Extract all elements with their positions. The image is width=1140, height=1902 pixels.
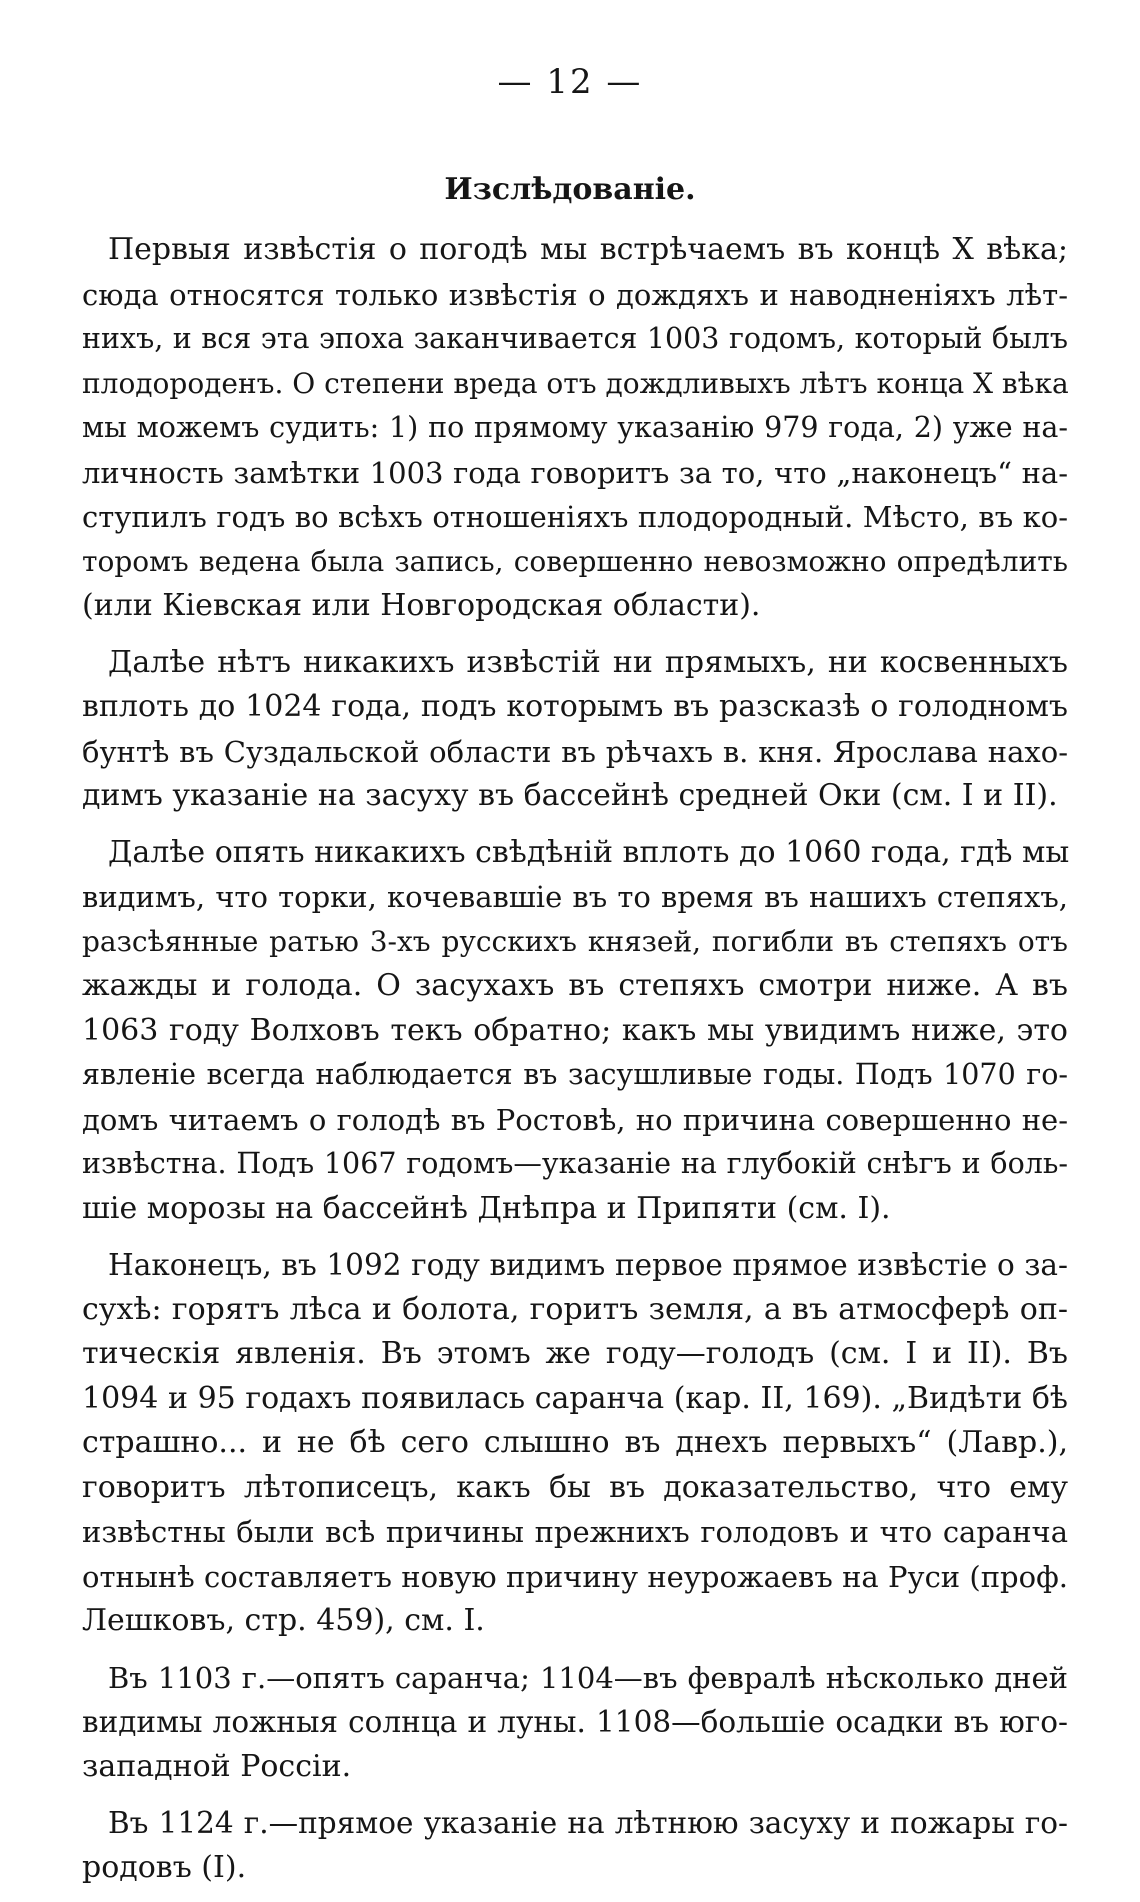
text-line: извѣстны были всѣ причины прежнихъ голодовъ и что саранча bbox=[82, 1515, 1068, 1549]
text-line: домъ читаемъ о голодѣ въ Ростовѣ, но причина совершенно не- bbox=[82, 1102, 1068, 1137]
text-line: нихъ, и вся эта эпоха заканчивается 1003 годомъ, который былъ bbox=[82, 322, 1068, 355]
text-line: Далѣе нѣтъ никакихъ извѣстій ни прямыхъ, ни косвенныхъ bbox=[108, 644, 1068, 680]
text-line: шіе морозы на бассейнѣ Днѣпра и Припяти (см. I). bbox=[82, 1190, 891, 1226]
text-line: Далѣе опять никакихъ свѣдѣній вплоть до 1060 года, гдѣ мы bbox=[108, 834, 1070, 870]
text-line: жажды и голода. О засухахъ въ степяхъ смотри ниже. А въ bbox=[82, 968, 1068, 1003]
text-line: бунтѣ въ Суздальской области въ рѣчахъ в. кня. Ярослава нахо- bbox=[82, 734, 1068, 769]
paragraph-2 bbox=[82, 641, 1068, 819]
text-line: Лешковъ, стр. 459), см. I. bbox=[82, 1603, 485, 1638]
text-line: личность замѣтки 1003 года говоритъ за то, что „наконецъ“ на- bbox=[82, 455, 1068, 490]
text-line: извѣстна. Подъ 1067 годомъ—указаніе на глубокій снѣгъ и боль- bbox=[82, 1147, 1068, 1180]
text-line: видимы ложныя солнца и луны. 1108—большіе осадки въ юго- bbox=[82, 1705, 1068, 1739]
text-line: тическія явленія. Въ этомъ же году—голодъ (см. I и II). Въ bbox=[82, 1336, 1068, 1371]
paragraph-4 bbox=[82, 1243, 1068, 1644]
text-line: сюда относятся только извѣстія о дождяхъ и наводненіяхъ лѣт- bbox=[82, 277, 1068, 312]
page-number: — 12 — bbox=[497, 62, 643, 102]
text-line: родовъ (I). bbox=[82, 1849, 247, 1885]
text-line: Въ 1124 г.—прямое указаніе на лѣтнюю засуху и пожары го- bbox=[108, 1806, 1068, 1840]
text-line: димъ указаніе на засуху въ бассейнѣ средней Оки (см. I и II). bbox=[82, 778, 1058, 813]
text-line: 1063 году Волховъ текъ обратно; какъ мы увидимъ ниже, это bbox=[82, 1012, 1068, 1048]
text-line: отнынѣ составляетъ новую причину неурожаевъ на Руси (проф. bbox=[82, 1559, 1068, 1594]
text-line: страшно... и не бѣ сего слышно въ днехъ первыхъ“ (Лавр.), bbox=[82, 1425, 1068, 1460]
text-line: явленіе всегда наблюдается въ засушливые годы. Подъ 1070 го- bbox=[82, 1058, 1068, 1091]
text-line: сухѣ: горятъ лѣса и болота, горитъ земля, а въ атмосферѣ оп- bbox=[82, 1291, 1068, 1327]
text-line: видимъ, что торки, кочевавшіе въ то время въ нашихъ степяхъ, bbox=[82, 880, 1068, 914]
text-line: говоритъ лѣтописецъ, какъ бы въ доказательство, что ему bbox=[82, 1469, 1068, 1505]
text-line: ступилъ годъ во всѣхъ отношеніяхъ плодородный. Мѣсто, въ ко- bbox=[82, 500, 1068, 534]
body-text bbox=[82, 228, 1068, 1902]
text-line: торомъ ведена была запись, совершенно невозможно опредѣлить bbox=[82, 544, 1068, 578]
text-line: (или Кіевская или Новгородская области). bbox=[82, 588, 761, 623]
text-line: разсѣянные ратью 3-хъ русскихъ князей, погибли въ степяхъ отъ bbox=[82, 924, 1068, 958]
paragraph-3 bbox=[82, 831, 1068, 1232]
text-line: западной Россіи. bbox=[82, 1748, 352, 1784]
paragraph-6 bbox=[82, 1801, 1068, 1890]
section-heading: Изслѣдованіе. bbox=[444, 172, 696, 207]
text-line: плодороденъ. О степени вреда отъ дождливыхъ лѣтъ конца X вѣка bbox=[82, 366, 1069, 400]
text-line: Первыя извѣстія о погодѣ мы встрѣчаемъ въ концѣ X вѣка; bbox=[108, 232, 1068, 267]
paragraph-1 bbox=[82, 228, 1068, 629]
text-line: вплоть до 1024 года, подъ которымъ въ разсказѣ о голодномъ bbox=[82, 689, 1068, 724]
text-line: мы можемъ судить: 1) по прямому указанію 979 года, 2) уже на- bbox=[82, 411, 1068, 444]
paragraph-5 bbox=[82, 1656, 1068, 1790]
text-line: Наконецъ, въ 1092 году видимъ первое прямое извѣстіе о за- bbox=[108, 1248, 1068, 1282]
text-line: Въ 1103 г.—опятъ саранча; 1104—въ февралѣ нѣсколько дней bbox=[108, 1660, 1068, 1695]
text-line: 1094 и 95 годахъ появилась саранча (кар. II, 169). „Видѣти бѣ bbox=[82, 1380, 1068, 1416]
